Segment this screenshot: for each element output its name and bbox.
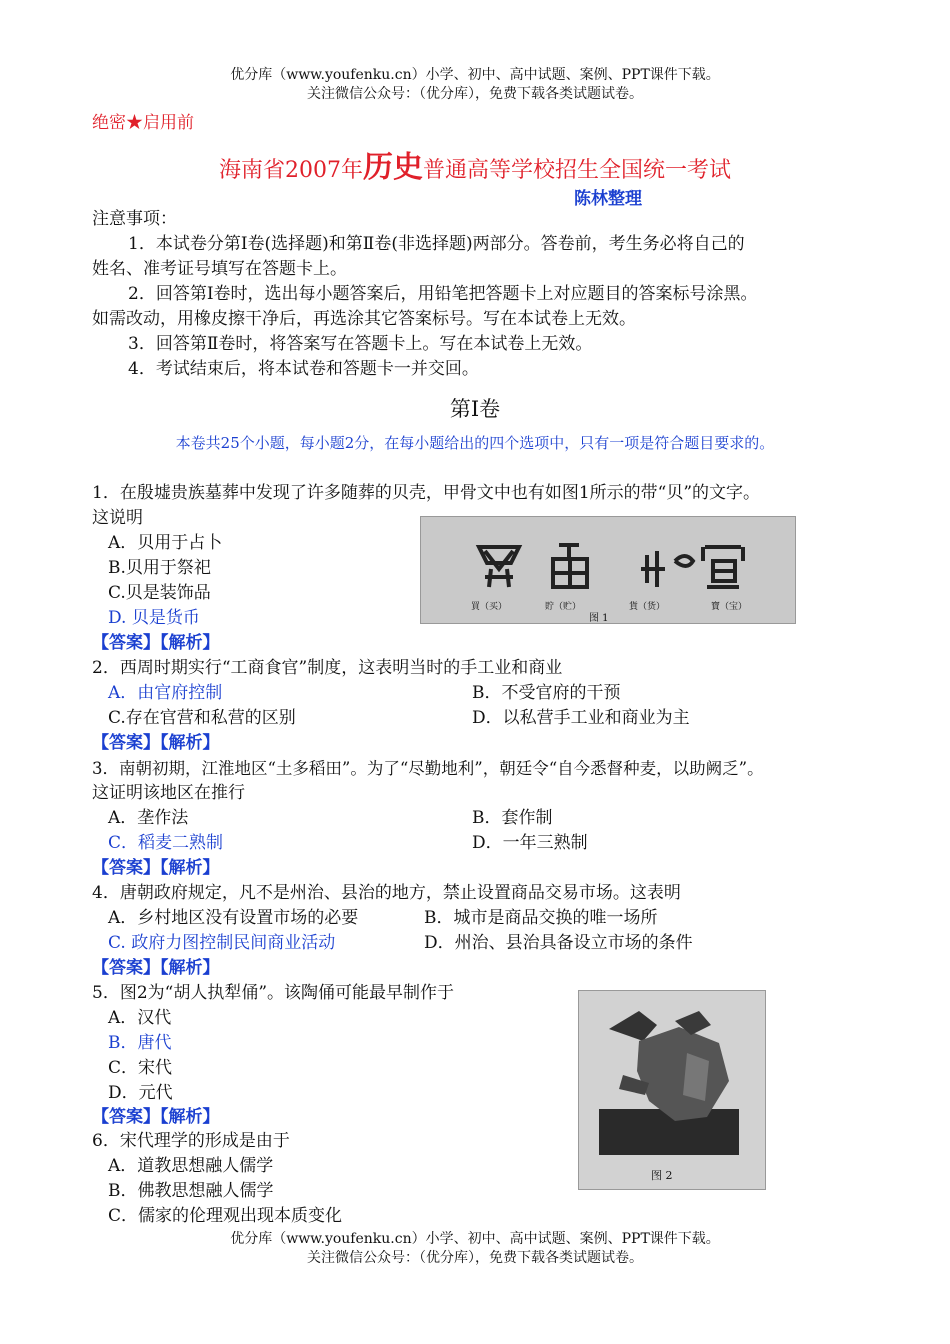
question-2-stem: 2．西周时期实行“工商食官”制度，这表明当时的手工业和商业 [92, 658, 563, 678]
q5-option-b: B．唐代 [108, 1033, 172, 1053]
exam-title [0, 142, 950, 186]
question-5-stem: 5．图2为“胡人执犁俑”。该陶俑可能最早制作于 [92, 983, 455, 1003]
notice-line: 2．回答第Ⅰ卷时，选出每小题答案后，用铅笔把答题卡上对应题目的答案标号涂黑。 [128, 284, 758, 304]
notice-line: 4．考试结束后，将本试卷和答题卡一并交回。 [128, 359, 479, 379]
figure-2-caption: 图 2 [651, 1169, 673, 1182]
q3-answer-label: 【答案】【解析】 [92, 858, 220, 878]
q6-option-c: C．儒家的伦理观出现本质变化 [108, 1206, 343, 1226]
notice-heading: 注意事项： [92, 209, 177, 229]
header-line-1: 优分库（www.youfenku.cn）小学、初中、高中试题、案例、PPT课件下载。 [230, 67, 720, 83]
q4-answer-label: 【答案】【解析】 [92, 958, 220, 978]
question-4-stem: 4．唐朝政府规定，凡不是州治、县治的地方，禁止设置商品交易市场。这表明 [92, 883, 681, 903]
q2-option-b: B．不受官府的干预 [472, 683, 621, 703]
q4-option-b: B．城市是商品交换的唯一场所 [424, 908, 658, 928]
question-6-stem: 6．宋代理学的形成是由于 [92, 1131, 290, 1151]
q3-option-d: D．一年三熟制 [472, 833, 588, 853]
notice-line: 3．回答第Ⅱ卷时，将答案写在答题卡上。写在本试卷上无效。 [128, 334, 593, 354]
q2-option-a: A．由官府控制 [108, 683, 223, 703]
q2-option-c: C.存在官营和私营的区别 [108, 708, 296, 728]
q3-option-c: C．稻麦二熟制 [108, 833, 224, 853]
title-pre: 海南省2007年 [218, 158, 363, 183]
q2-answer-label: 【答案】【解析】 [92, 733, 220, 753]
q1-answer-label: 【答案】【解析】 [92, 633, 220, 653]
footer-line-1: 优分库（www.youfenku.cn）小学、初中、高中试题、案例、PPT课件下载。 [230, 1231, 720, 1247]
q1-option-b: B.贝用于祭祀 [108, 558, 211, 578]
q4-option-c: C. 政府力图控制民间商业活动 [108, 933, 336, 953]
q5-option-a: A．汉代 [108, 1008, 172, 1028]
section-title: 第Ⅰ卷 [449, 397, 501, 421]
notice-line: 1．本试卷分第Ⅰ卷(选择题)和第Ⅱ卷(非选择题)两部分。答卷前，考生务必将自己的 [128, 234, 745, 254]
glyph-label: 寶（宝） [711, 602, 748, 612]
q3-option-a: A．垄作法 [108, 808, 189, 828]
figure-2 [578, 990, 766, 1190]
q6-option-a: A．道教思想融人儒学 [108, 1156, 274, 1176]
question-3-stem: 3．南朝初期，江淮地区“土多稻田”。为了“尽勤地利”，朝廷令“自今悉督种麦，以助阙乏”。 [92, 759, 764, 778]
pottery-figurine-image [579, 991, 765, 1189]
q1-option-a: A．贝用于占卜 [108, 533, 223, 553]
header-line-2: 关注微信公众号：（优分库），免费下载各类试题试卷。 [307, 86, 643, 102]
q4-option-d: D．州治、县治具备设立市场的条件 [424, 933, 693, 953]
q1-option-d: D. 贝是货币 [108, 608, 200, 628]
author: 陈林整理 [574, 189, 642, 209]
q6-option-b: B．佛教思想融人儒学 [108, 1181, 274, 1201]
title-post: 普通高等学校招生全国统一考试 [422, 158, 731, 183]
q4-option-a: A．乡村地区没有设置市场的必要 [108, 908, 359, 928]
q2-option-d: D．以私营手工业和商业为主 [472, 708, 690, 728]
notice-line: 姓名、准考证号填写在答题卡上。 [92, 259, 347, 279]
section-intro: 本卷共25个小题，每小题2分，在每小题给出的四个选项中，只有一项是符合题目要求的。 [175, 434, 775, 452]
question-1-stem-cont: 这说明 [92, 508, 143, 528]
glyph-label: 貯（贮） [545, 602, 582, 612]
glyph-label: 買（买） [471, 602, 508, 612]
secret-label: 绝密★启用前 [92, 113, 194, 133]
glyph-label: 貨（货） [629, 602, 666, 612]
q1-option-c: C.贝是装饰品 [108, 583, 211, 603]
notice-line: 如需改动，用橡皮擦干净后，再选涂其它答案标号。写在本试卷上无效。 [92, 309, 636, 329]
q5-option-c: C．宋代 [108, 1058, 173, 1078]
q5-option-d: D．元代 [108, 1083, 173, 1103]
q5-answer-label: 【答案】【解析】 [92, 1107, 220, 1127]
figure-1 [420, 516, 796, 624]
q3-option-b: B．套作制 [472, 808, 553, 828]
figure-1-caption: 图 1 [589, 613, 609, 624]
footer-line-2: 关注微信公众号：（优分库），免费下载各类试题试卷。 [307, 1250, 643, 1266]
question-3-stem-cont: 这证明该地区在推行 [92, 783, 245, 803]
question-1-stem: 1．在殷墟贵族墓葬中发现了许多随葬的贝壳，甲骨文中也有如图1所示的带“贝”的文字。 [92, 483, 761, 503]
title-big: 历史 [362, 150, 423, 185]
